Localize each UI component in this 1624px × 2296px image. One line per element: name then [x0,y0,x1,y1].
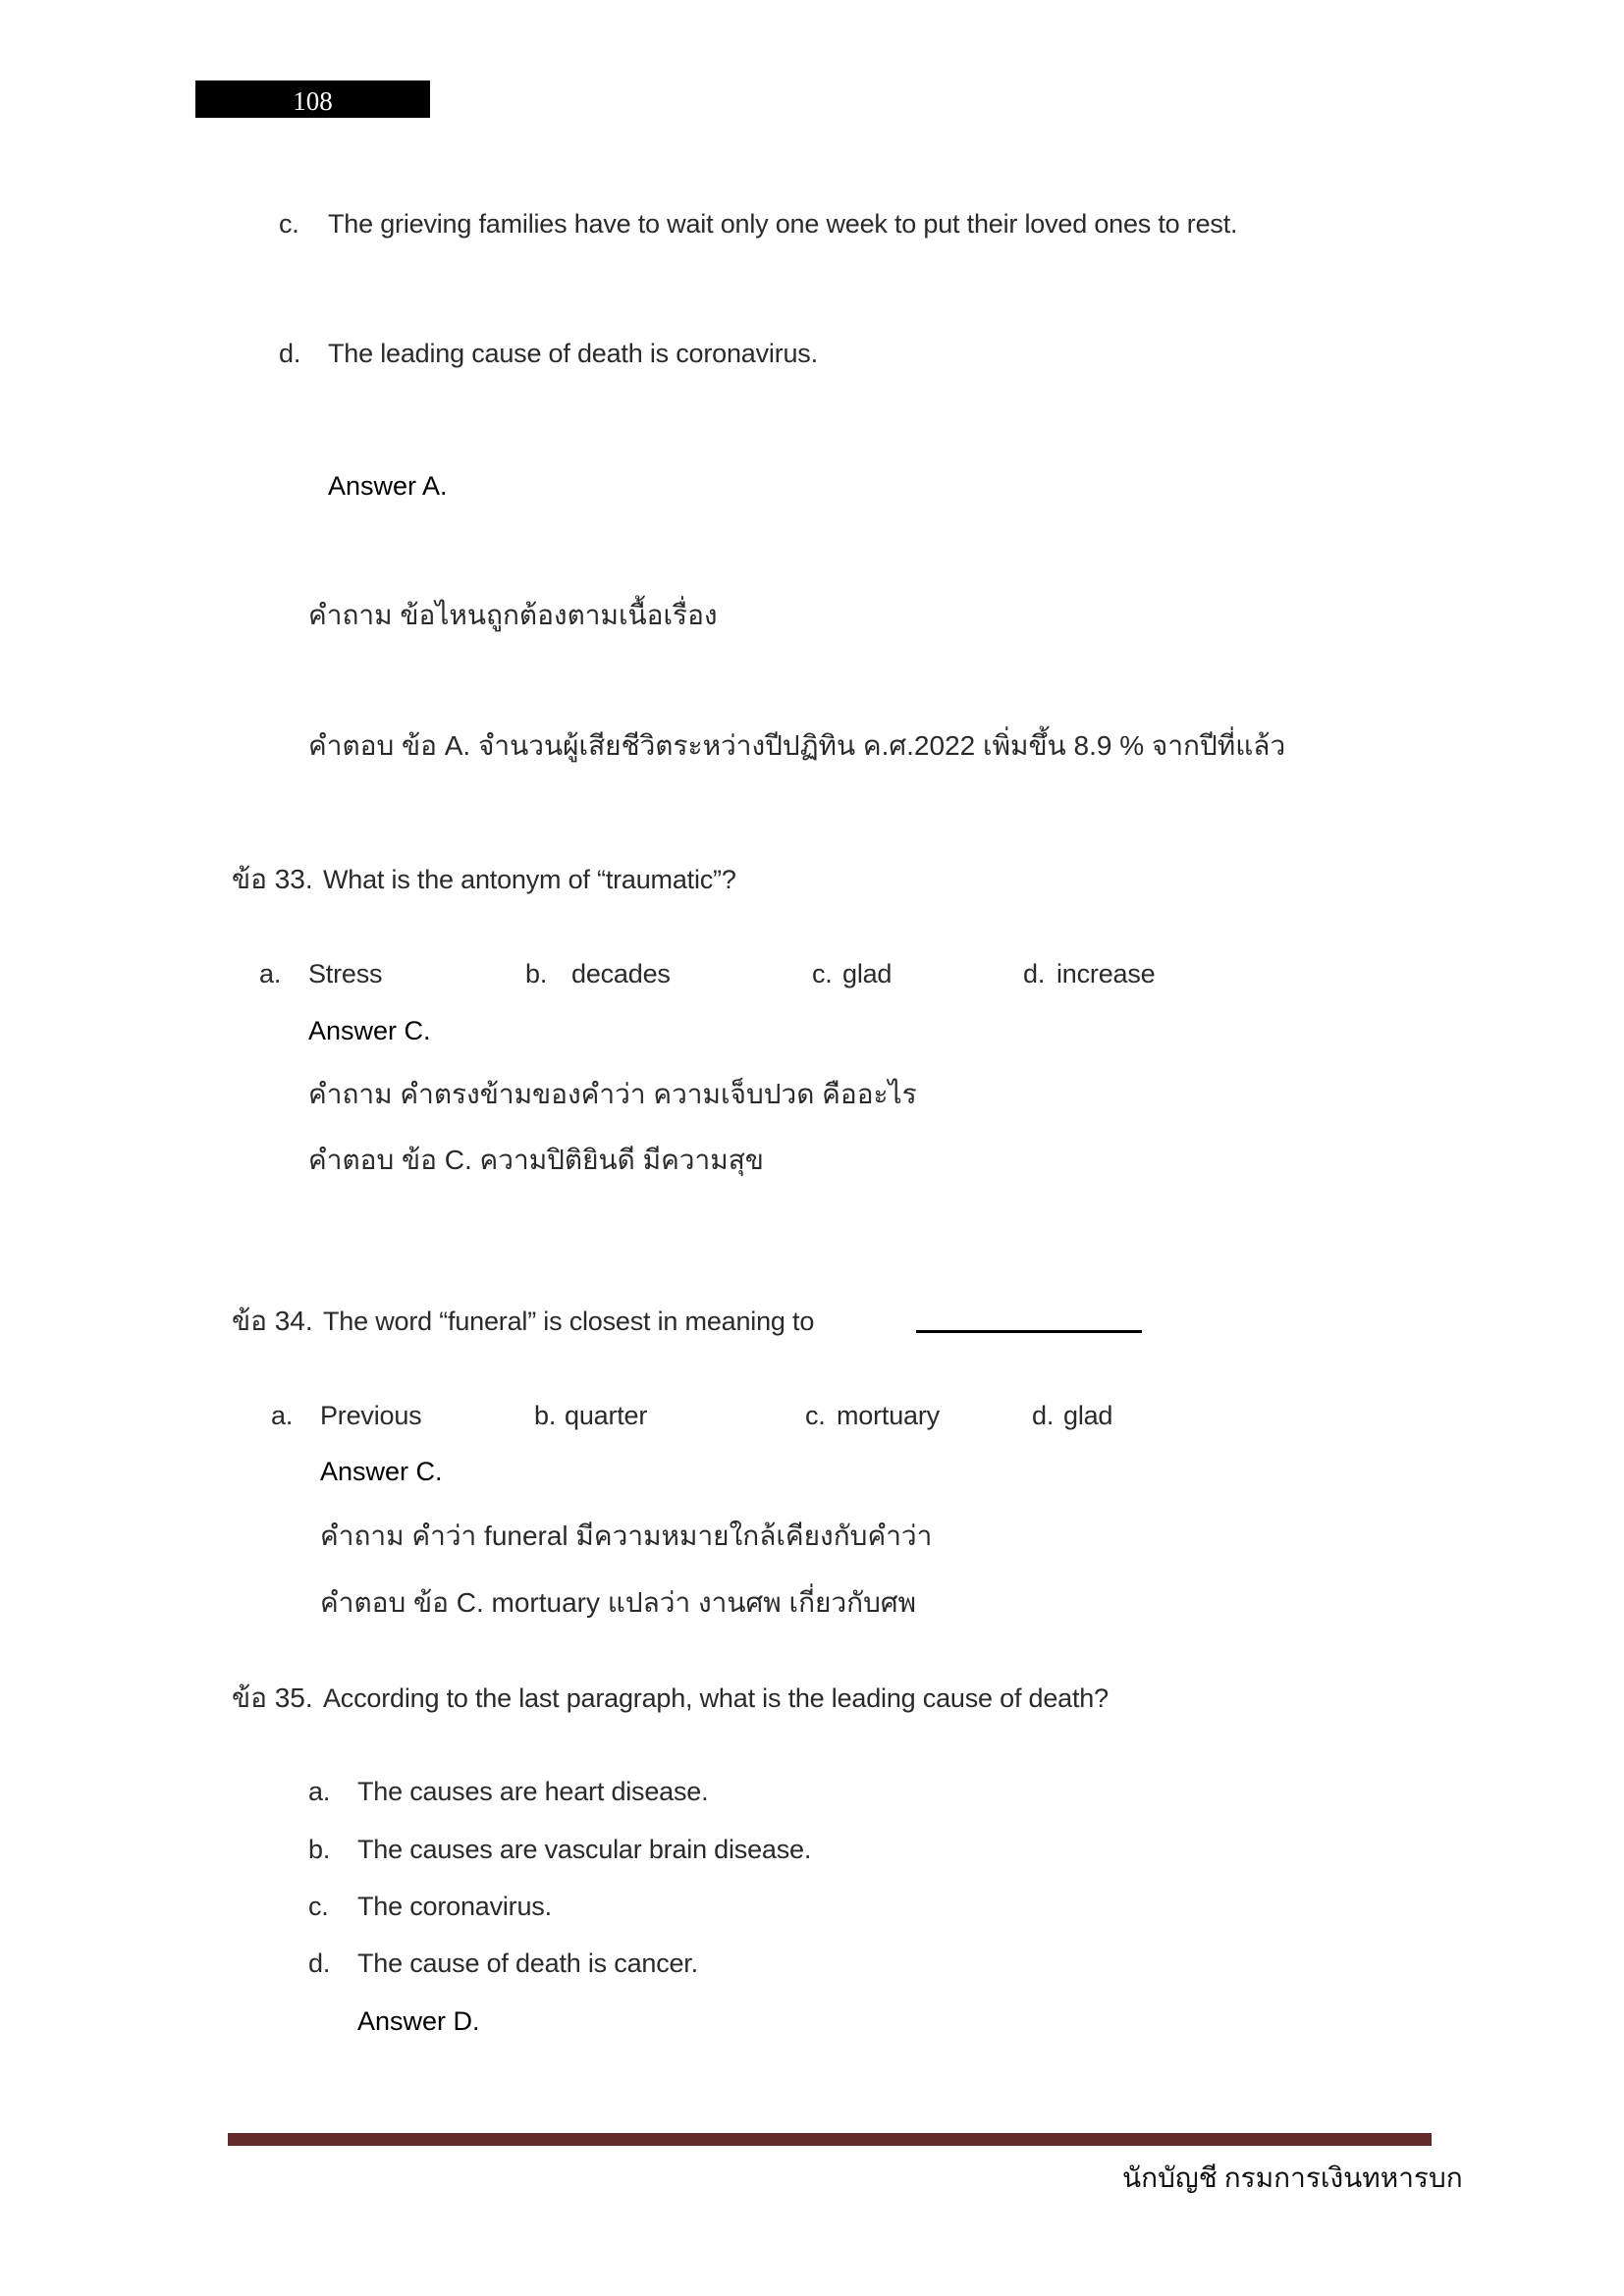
option-text: increase [1056,959,1156,988]
answer-label: Answer C. [320,1457,443,1486]
option-text: The coronavirus. [357,1892,552,1921]
question-prefix: ข้อ 33. [232,864,313,894]
answer-thai: คำตอบ ข้อ A. จำนวนผู้เสียชีวิตระหว่างปีปฏิทิน ค.ศ.2022 เพิ่มขึ้น 8.9 % จากปีที่แล้ว [308,730,1286,761]
question-text: According to the last paragraph, what is the leading cause of death? [323,1683,1109,1713]
option-text: The causes are vascular brain disease. [357,1835,812,1864]
answer-thai: คำตอบ ข้อ C. mortuary แปลว่า งานศพ เกี่ยวกับศพ [320,1587,917,1618]
option-text: mortuary [837,1401,940,1430]
question-thai: คำถาม คำว่า funeral มีความหมายใกล้เคียงกับคำว่า [320,1521,933,1551]
question-text: The word “funeral” is closest in meaning to [323,1307,815,1336]
page-number: 108 [293,86,333,116]
question-thai: คำถาม คำตรงข้ามของคำว่า ความเจ็บปวด คืออะไร [308,1079,917,1109]
option-letter: a. [271,1401,294,1430]
footer-text: นักบัญชี กรมการเงินทหารบก [1122,2163,1463,2194]
answer-label: Answer A. [328,471,448,501]
option-letter: b. [525,959,548,988]
answer-label: Answer C. [308,1016,431,1045]
page-number-box [195,80,430,118]
question-text: What is the antonym of “traumatic”? [323,865,736,894]
option-letter: d. [1023,959,1046,988]
option-letter: a. [308,1777,331,1806]
option-letter: c. [805,1401,826,1430]
footer-rule [228,2133,1432,2146]
option-text: quarter [565,1401,648,1430]
question-prefix: ข้อ 34. [232,1306,313,1336]
option-text: Stress [308,959,383,988]
question-prefix: ข้อ 35. [232,1682,313,1713]
option-letter: d. [308,1949,331,1978]
option-text: The cause of death is cancer. [357,1949,698,1978]
option-letter: b. [534,1401,557,1430]
option-text: glad [1063,1401,1113,1430]
option-letter: a. [259,959,282,988]
option-letter: c. [279,209,299,239]
option-letter: d. [1032,1401,1055,1430]
answer-thai: คำตอบ ข้อ C. ความปิติยินดี มีความสุข [308,1145,764,1175]
option-text: The grieving families have to wait only one week to put their loved ones to rest. [328,209,1238,239]
option-text: decades [571,959,671,988]
option-letter: c. [308,1892,329,1921]
option-text: glad [842,959,893,988]
option-text: The leading cause of death is coronavirus. [328,339,818,368]
option-letter: b. [308,1835,331,1864]
option-text: The causes are heart disease. [357,1777,709,1806]
option-letter: d. [279,339,301,368]
answer-label: Answer D. [357,2006,480,2036]
option-letter: c. [812,959,833,988]
answer-blank-line [916,1330,1142,1333]
option-text: Previous [320,1401,422,1430]
question-thai: คำถาม ข้อไหนถูกต้องตามเนื้อเรื่อง [308,600,718,630]
